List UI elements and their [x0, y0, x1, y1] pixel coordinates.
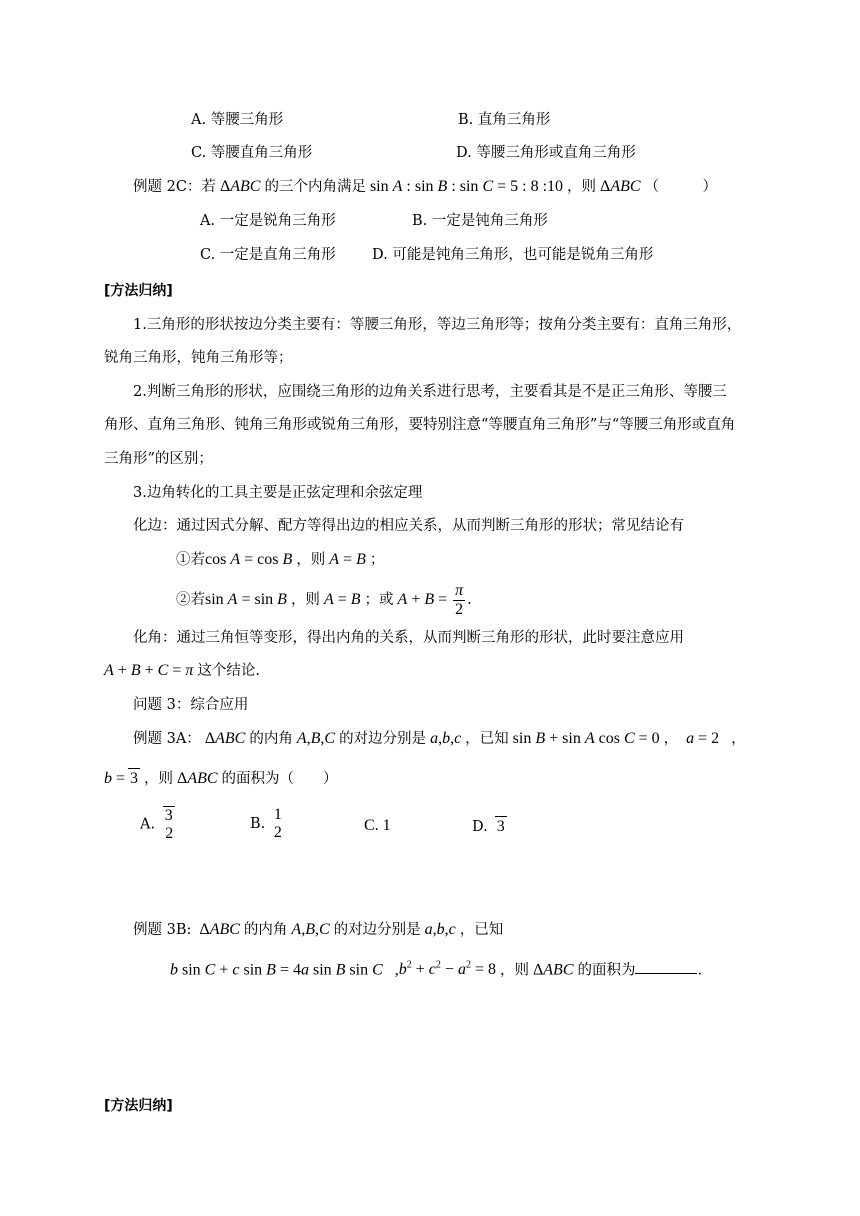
ex3b-t6: .: [697, 962, 703, 979]
ex3a-angles: A,B,C: [296, 730, 336, 747]
ex3b-t5: 的面积为: [577, 962, 636, 979]
ex3a-t3: ，已知: [465, 731, 509, 747]
method-p2-line3: 三角形”的区别；: [104, 451, 213, 467]
ex3a-option-a-label: A.: [140, 816, 156, 833]
ex3a-option-a: [140, 806, 179, 850]
conclusion-2-mid: ，则: [290, 592, 320, 609]
ex2b-option-a: A. 等腰三角形: [191, 112, 284, 128]
ex2c-paren: （ ）: [644, 179, 718, 195]
ex2b-option-d: D. 等腰三角形或直角三角形: [456, 145, 636, 161]
conclusion-1-mid: ，则: [296, 552, 326, 568]
sqrt3-over-2-fraction: 3 2: [164, 807, 174, 842]
method-p2-line2: 角形、直角三角形、钝角三角形或锐角三角形，要特别注意“等腰直角三角形”与“等腰三角形或直角: [104, 417, 736, 433]
method-p6-end: 这个结论.: [197, 663, 260, 679]
angle-sum-formula: A + B + C = π: [104, 662, 194, 679]
method-heading-2: [方法归纳]: [104, 1098, 173, 1114]
ex3a-t4: ，: [663, 731, 679, 747]
sqrt3-value: 3: [496, 818, 505, 835]
ex2c-text2: ，则: [567, 179, 597, 195]
ex3b-t2: 的对边分别是: [333, 922, 421, 938]
method-p4: 化边：通过因式分解、配方等得出边的相应关系，从而判断三角形的形状；常见结论有: [133, 518, 684, 534]
conclusion-1-result: A = B: [329, 551, 366, 568]
method-p3: 3.边角转化的工具主要是正弦定理和余弦定理: [133, 485, 423, 501]
ex3b-angles: A,B,C: [291, 921, 330, 938]
ex3b-line1: [133, 920, 503, 940]
method-conclusion-2: [176, 582, 472, 619]
method-conclusion-1: [176, 550, 384, 570]
conclusion-2-prefix: ②若: [176, 592, 205, 609]
ex2c-option-a: A. 一定是锐角三角形: [200, 213, 336, 229]
conclusion-2-end: .: [467, 592, 472, 609]
conclusion-2-result-b: A + B = $\frac{\pi}{2}$: [397, 582, 464, 618]
ex2c-option-d: D. 可能是钝角三角形，也可能是锐角三角形: [372, 247, 654, 263]
ex3a-option-d-label: D.: [472, 819, 488, 835]
ex3b-triangle-2: ΔABC: [528, 961, 574, 979]
ex3b-sides: a,b,c: [424, 921, 456, 938]
conclusion-2-cond: sin A = sin B: [205, 591, 287, 609]
ex2c-option-c: C. 一定是直角三角形: [200, 247, 336, 263]
ex3b-t3: ，已知: [459, 922, 504, 938]
ex3a-t1: 的内角: [249, 731, 293, 747]
conclusion-1-end: ；: [369, 552, 385, 568]
ex3a-t7: 的面积为（ ）: [221, 771, 338, 787]
ex3a-line1: [133, 729, 746, 749]
ex2c-ratio: sin A : sin B : sin C = 5 : 8 :10: [365, 178, 568, 195]
ex2c-triangle: ΔABC: [215, 178, 261, 195]
ex3a-t2: 的对边分别是: [339, 731, 427, 747]
ex3a-t5: ，: [731, 731, 746, 747]
ex2c-option-b: B. 一定是钝角三角形: [412, 213, 548, 229]
ex2b-option-c: C. 等腰直角三角形: [191, 145, 313, 161]
problem3-title: 问题 3：综合应用: [133, 697, 249, 713]
ex2c-triangle-2: ΔABC: [596, 178, 641, 195]
conclusion-2-or: ；或: [364, 592, 394, 609]
ex3a-triangle: ΔABC: [200, 730, 246, 747]
method-p1-line2: 锐角三角形，钝角三角形等；: [104, 350, 293, 366]
ex3b-triangle: ΔABC: [191, 921, 240, 938]
ex3b-condition-2: $b^2 + c^2 - a^2 = 8$: [398, 960, 500, 979]
ex3a-option-d: [472, 816, 507, 837]
ex3a-t6: ，则: [144, 771, 174, 787]
ex3a-label: 例题 3A：: [133, 731, 201, 747]
conclusion-1-cond: cos A = cos B: [205, 551, 293, 568]
method-heading-1: [方法归纳]: [104, 283, 173, 299]
ex3a-option-b-label: B.: [250, 816, 266, 832]
ex3a-a-value: a = 2: [686, 730, 732, 747]
method-p2-line1: 2.判断三角形的形状，应围绕三角形的边角关系进行思考，主要看其是不是正三角形、等腰三: [133, 384, 727, 400]
ex3a-sides: a,b,c: [430, 730, 462, 747]
ex3b-label: 例题 3B:: [133, 922, 192, 938]
ex2c-text1: 的三个内角满足: [264, 179, 366, 195]
conclusion-2-result: A = B: [323, 591, 361, 609]
ex3b-t4: ，则: [499, 962, 529, 979]
ex3a-b-value: b = 3: [104, 770, 139, 787]
method-p1-line1: 1.三角形的形状按边分类主要有：等腰三角形，等边三角形等；按角分类主要有：直角三角形，: [133, 317, 742, 333]
method-p6: [104, 661, 260, 681]
ex3a-line2: [104, 768, 338, 789]
ex2b-option-b: B. 直角三角形: [458, 112, 551, 128]
ex3a-option-c: C. 1: [364, 817, 391, 834]
ex3a-option-b: [250, 806, 286, 850]
ex2c-label: 例题 2C：若: [133, 179, 216, 195]
one-half-fraction: 1 2: [273, 806, 282, 841]
method-p5: 化角：通过三角恒等变形，得出内角的关系，从而判断三角形的形状，此时要注意应用: [133, 630, 684, 646]
ex3a-triangle-2: ΔABC: [173, 770, 218, 787]
pi-over-2-fraction: $\frac{\pi}{2}$: [455, 582, 464, 618]
ex3b-condition-1: b sin C + c sin B = 4a sin B sin C ,: [170, 961, 399, 979]
ex3b-line2: [170, 956, 702, 980]
conclusion-1-prefix: ①若: [176, 552, 205, 568]
ex3a-condition: sin B + sin A cos C = 0: [508, 730, 664, 747]
ex3b-t1: 的内角: [243, 922, 288, 938]
answer-blank[interactable]: [635, 959, 697, 974]
ex2c-question: [133, 177, 717, 197]
